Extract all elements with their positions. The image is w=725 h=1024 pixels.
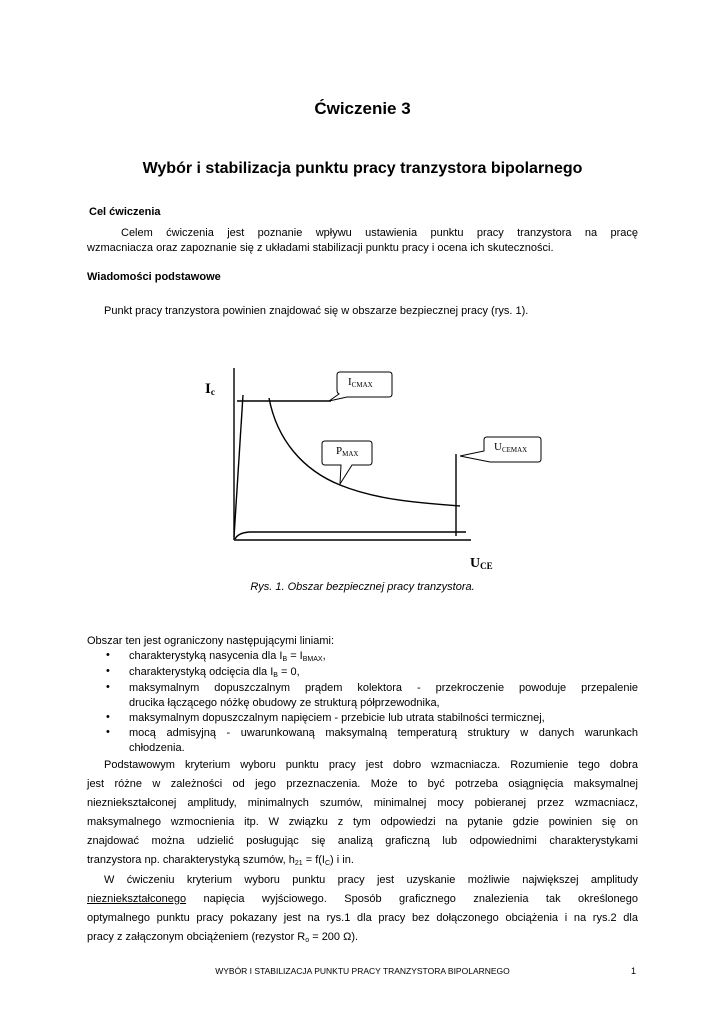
saturation-line — [234, 395, 243, 537]
figure-caption: Rys. 1. Obszar bezpiecznej pracy tranzystora. — [250, 581, 475, 593]
cutoff-line — [235, 532, 466, 539]
bullet-4: • — [106, 711, 110, 723]
basics-intro: Punkt pracy tranzystora powinien znajdować się w obszarze bezpiecznej pracy (rys. 1). — [104, 305, 529, 317]
limit-item-5-line-1: mocą admisyjną - uwarunkowaną maksymalną temperaturą struktury w danych warunkach — [129, 727, 638, 739]
goal-line-1: Celem ćwiczenia jest poznanie wpływu ustawienia punktu pracy tranzystora na pracę — [121, 227, 638, 239]
criteria-line-1: Podstawowym kryterium wyboru punktu pracy jest dobro wzmacniacza. Rozumienie tego dobra — [104, 759, 638, 771]
bullet-1: • — [106, 649, 110, 661]
criteria-line-6: tranzystora np. charakterystyką szumów, $h_{21} = f(I_C)$ i in. — [87, 854, 354, 867]
limits-intro: Obszar ten jest ograniczony następującymi liniami: — [87, 635, 335, 647]
exercise-line-4: pracy z załączonym obciążeniem (rezystor $R_o = 200$ Ω). — [87, 931, 359, 944]
x-axis-label: $U_{CE}$ — [470, 556, 493, 571]
underlined-word: niezniekształconego — [87, 893, 187, 905]
bullet-3: • — [106, 681, 110, 693]
callout-icmax-label: $I_{CMAX}$ — [348, 376, 373, 389]
exercise-title: Ćwiczenie 3 — [314, 99, 411, 118]
criteria-line-5: znajdować można udzielić posługując się analizą graficzną lub odpowiednimi charakterystykami — [87, 835, 638, 847]
callout-pmax-label: $P_{MAX}$ — [336, 445, 359, 458]
limit-item-1: charakterystyką nasycenia dla $I_B = I_{BMAX}$, — [129, 650, 326, 663]
criteria-line-4: maksymalnego wzmocnienia itp. W związku z tym odpowiedzi na pytanie gdzie powinien się on — [87, 816, 638, 828]
limit-item-4: maksymalnym dopuszczalnym napięciem - przebicie lub utrata stabilności termicznej, — [129, 712, 545, 724]
y-axis-label: $I_c$ — [205, 381, 215, 397]
limit-item-3-line-1: maksymalnym dopuszczalnym prądem kolektora - przekroczenie powoduje przepalenie — [129, 682, 638, 694]
exercise-line-1: W ćwiczeniu kryterium wyboru punktu pracy jest uzyskanie możliwie największej amplitudy — [104, 874, 638, 886]
callout-ucemax-label: $U_{CEMAX}$ — [494, 441, 528, 454]
bullet-5: • — [106, 726, 110, 738]
limit-item-5-line-2: chłodzenia. — [129, 742, 185, 754]
exercise-line-3: optymalnego punktu pracy pokazany jest na rys.1 dla pracy bez dołączonego obciążenia i na rys.2 dla — [87, 912, 638, 924]
exercise-subtitle: Wybór i stabilizacja punktu pracy tranzystora bipolarnego — [142, 160, 583, 177]
criteria-line-2: jest różne w zależności od jego przeznaczenia. Może to być potrzeba osiągnięcia maksymalnej — [87, 778, 638, 790]
bullet-2: • — [106, 665, 110, 677]
exercise-line-2: niezniekształconego napięcia wyjściowego. Sposób graficznego znalezienia tak określonego — [87, 893, 638, 905]
goal-heading: Cel ćwiczenia — [89, 206, 161, 218]
goal-line-2: wzmacniacza oraz zapoznanie się z układami stabilizacji punktu pracy i ocena ich skuteczności. — [87, 242, 554, 254]
limit-item-2: charakterystyką odcięcia dla $I_B = 0$, — [129, 666, 300, 679]
limit-item-3-line-2: drucika łączącego nóżkę obudowy ze strukturą półprzewodnika, — [129, 697, 440, 709]
page-footer: WYBÓR I STABILIZACJA PUNKTU PRACY TRANZYSTORA BIPOLARNEGO — [215, 966, 510, 976]
page-number: 1 — [631, 966, 637, 976]
criteria-line-3: niezniekształconej amplitudy, minimalnych szumów, minimalnej mocy pobieranej przez wzmacniacz, — [87, 797, 638, 809]
basics-heading: Wiadomości podstawowe — [87, 271, 221, 283]
